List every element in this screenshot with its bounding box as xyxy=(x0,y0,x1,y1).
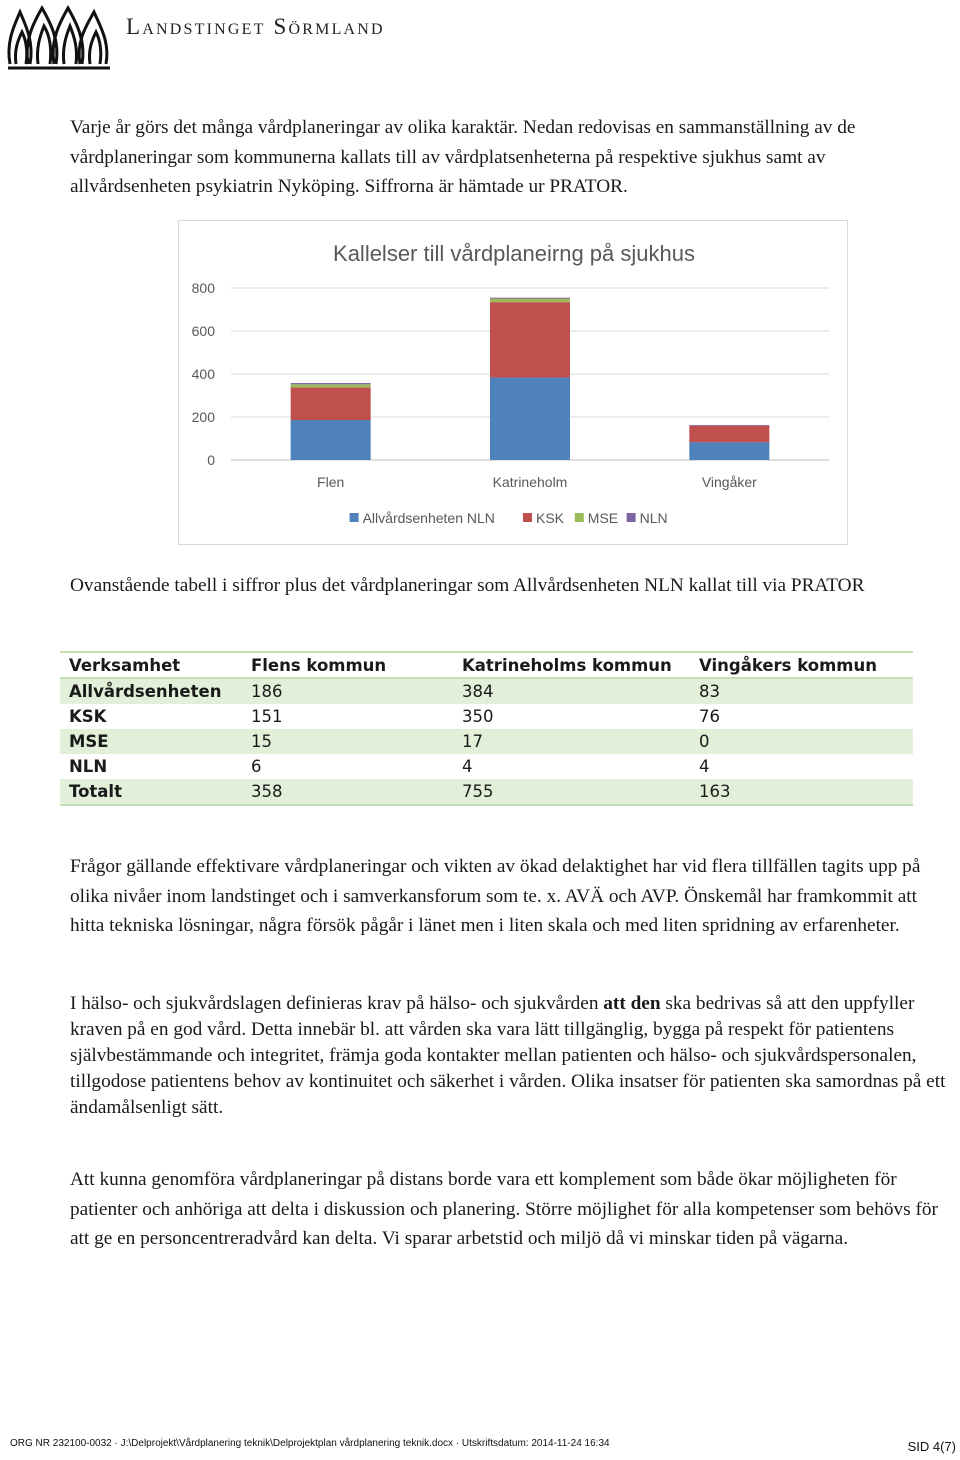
table-row xyxy=(60,704,913,729)
table-cell: 755 xyxy=(453,779,690,805)
table-cell: 350 xyxy=(462,707,494,726)
col-header-vingaker: Vingåkers kommun xyxy=(699,655,877,675)
paragraph-distans: Att kunna genomföra vårdplaneringar på distans borde vara ett komplement som både ökar möjligheten för patienter och anhöriga att delta i diskussion och planering. Större möjlighet för alla kompetenser som behövs för att ge en personcentreradvård kan delta. Vi sparar arbetstid och miljö då vi minskar tiden på vägarna. xyxy=(70,1169,938,1249)
x-tick-label: Flen xyxy=(317,474,345,490)
footer-document-info: ORG NR 232100-0032 · J:\Delprojekt\Vårdplanering teknik\Delprojektplan vårdplanering teknik.docx · Utskriftsdatum: 2014-11-24 16:34 xyxy=(10,1438,610,1449)
legend-label: Allvårdsenheten NLN xyxy=(362,510,495,526)
row-label: Totalt xyxy=(60,779,242,805)
intro-paragraph: Varje år görs det många vårdplaneringar av olika karaktär. Nedan redovisas en sammanställning av de vårdplaneringar som kommunerna kallats till av vårdplatsenheterna på respektive sjukhus samt av allvårdsenheten psykiatrin Nyköping. Siffrorna är hämtade ur PRATOR. xyxy=(70,117,856,197)
bar-segment xyxy=(490,299,570,303)
bar-segment xyxy=(689,426,769,442)
table-cell: 384 xyxy=(453,678,690,704)
bar-segment xyxy=(689,442,769,460)
chart-legend xyxy=(350,510,668,526)
paragraph-text: ska bedrivas så att den uppfyller kraven på en god vård. Detta innebär bl. att vården ska vara lätt tillgänglig, bygga på respekt för patientens självbestämmande och integritet, främja goda kontakter mellan patienten och hälso- och sjukvårdspersonalen, tillgodose patientens behov av kontinuitet och säkerhet i vården. Olika insatser för patienten ska samordnas på ett ändamålsenligt sätt. xyxy=(70,993,946,1118)
y-tick-label: 800 xyxy=(191,280,215,296)
x-tick-label: Vingåker xyxy=(701,474,757,490)
row-label: NLN xyxy=(69,757,108,776)
col-header-flen: Flens kommun xyxy=(251,655,387,675)
bar-segment xyxy=(490,298,570,299)
col-header-verksamhet: Verksamhet xyxy=(69,655,181,675)
table-row xyxy=(60,678,913,704)
chart-x-ticks xyxy=(317,474,757,490)
table-cell: 358 xyxy=(242,779,453,805)
x-tick-label: Katrineholm xyxy=(492,474,568,490)
paragraph-effektivare: Frågor gällande effektivare vårdplaneringar och vikten av ökad delaktighet har vid flera tillfällen tagits upp på olika nivåer inom landstinget och i samverkansforum som te. x. AVÄ och AVP. Önskemål har framkommit att hitta tekniska lösningar, några försök pågår i länet men i liten skala och med liten spridning av erfarenheter. xyxy=(70,856,921,936)
table-cell: 83 xyxy=(690,678,913,704)
legend-label: MSE xyxy=(587,510,619,526)
table-cell: 4 xyxy=(699,757,710,776)
table-row-total xyxy=(60,779,913,805)
bar-segment xyxy=(689,425,769,426)
row-label: MSE xyxy=(60,729,242,754)
bar-segment xyxy=(291,388,371,420)
table-caption: Ovanstående tabell i siffror plus det vårdplaneringar som Allvårdsenheten NLN kallat till via PRATOR xyxy=(70,575,865,596)
row-label: KSK xyxy=(69,707,107,726)
bar-segment xyxy=(291,420,371,460)
table-row xyxy=(60,729,913,754)
data-table xyxy=(60,651,913,806)
table-row xyxy=(60,754,913,779)
paragraph-text: I hälso- och sjukvårdslagen definieras krav på hälso- och sjukvården xyxy=(70,993,604,1014)
legend-label: NLN xyxy=(639,510,668,526)
bar-segment xyxy=(490,377,570,460)
bar-segment xyxy=(490,302,570,377)
stacked-bar-chart xyxy=(178,220,848,545)
chart-title: Kallelser till vårdplaneirng på sjukhus xyxy=(333,241,695,266)
page-number: SID 4(7) xyxy=(907,1439,956,1454)
row-label: Allvårdsenheten xyxy=(60,678,242,704)
chart-canvas xyxy=(179,221,849,546)
legend-swatch xyxy=(627,513,636,522)
y-tick-label: 600 xyxy=(191,323,215,339)
col-header-katrineholm: Katrineholms kommun xyxy=(462,655,672,675)
table-cell: 186 xyxy=(242,678,453,704)
table-cell: 4 xyxy=(462,757,473,776)
legend-swatch xyxy=(575,513,584,522)
legend-label: KSK xyxy=(536,510,565,526)
bar-segment xyxy=(291,383,371,384)
table-cell: 17 xyxy=(453,729,690,754)
paragraph-halso-sjukvardslagen xyxy=(70,991,950,1121)
y-tick-label: 400 xyxy=(191,366,215,382)
table-header-row xyxy=(60,652,913,678)
table-cell: 15 xyxy=(242,729,453,754)
table-cell: 163 xyxy=(690,779,913,805)
org-name: Landstinget Sörmland xyxy=(126,14,385,39)
y-tick-label: 200 xyxy=(191,409,215,425)
y-tick-label: 0 xyxy=(207,452,215,468)
landsting-logo xyxy=(4,2,116,74)
table-cell: 151 xyxy=(251,707,283,726)
table-cell: 0 xyxy=(690,729,913,754)
bold-phrase: att den xyxy=(603,993,661,1014)
chart-bars xyxy=(291,298,770,460)
table-cell: 76 xyxy=(699,707,720,726)
legend-swatch xyxy=(523,513,532,522)
legend-swatch xyxy=(350,513,359,522)
chart-y-ticks xyxy=(192,280,216,468)
table-cell: 6 xyxy=(251,757,262,776)
bar-segment xyxy=(291,384,371,387)
